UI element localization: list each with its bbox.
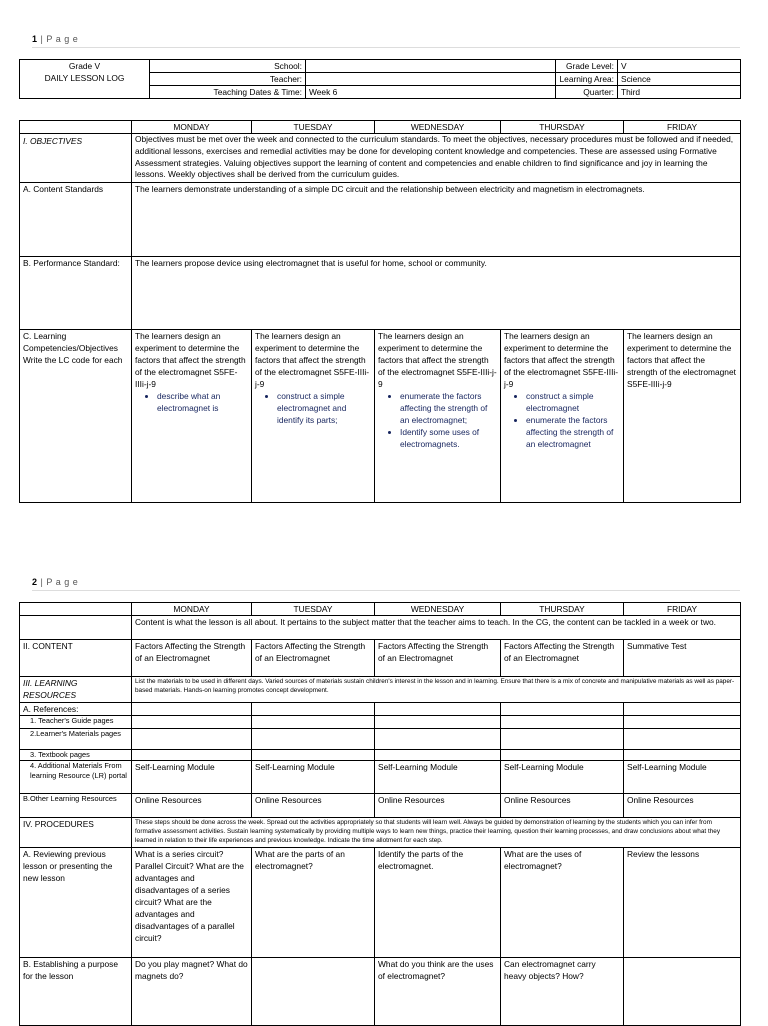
reviewing-wednesday: Identify the parts of the electromagnet.: [375, 848, 501, 958]
day-header-tuesday: TUESDAY: [252, 121, 375, 134]
page-number-label: 2 | P a g e: [32, 577, 79, 587]
establishing-purpose-label: B. Establishing a purpose for the lesson: [20, 958, 132, 1026]
quarter-label: Quarter:: [556, 86, 618, 99]
reviewing-monday: What is a series circuit? Parallel Circuit? What are the advantages and disadvantages of a series circuit? What are the advantages and disadvantages of a parallel circuit?: [132, 848, 252, 958]
procedures-label: IV. PROCEDURES: [20, 818, 132, 848]
other-resources-tuesday: Online Resources: [252, 794, 375, 818]
other-resources-friday: Online Resources: [624, 794, 741, 818]
grade-level-label: Grade Level:: [556, 60, 618, 73]
performance-standard-text: The learners propose device using electromagnet that is useful for home, school or community.: [132, 257, 741, 330]
day-header-blank: [20, 603, 132, 616]
learning-area-label: Learning Area:: [556, 73, 618, 86]
day-header-wednesday: WEDNESDAY: [375, 121, 501, 134]
textbook-pages-label: 3. Textbook pages: [20, 750, 132, 761]
competency-text: The learners design an experiment to determine the factors that affect the strength of the electromagnet S5FE-IIIi-j-9: [255, 331, 370, 389]
quarter-value[interactable]: Third: [618, 86, 741, 99]
day-header-monday: MONDAY: [132, 121, 252, 134]
teacher-label: Teacher:: [150, 73, 306, 86]
learning-resources-text: List the materials to be used in different days. Varied sources of materials sustain children's interest in the lesson and in learning. Ensure that there is a mix of concrete and manipulative materials as well as paper-based materials. Hands-on learning promotes concept development.: [132, 677, 741, 703]
day-header-tuesday: TUESDAY: [252, 603, 375, 616]
competency-wednesday: [375, 330, 501, 503]
page-word: P a g e: [46, 34, 79, 44]
reviewing-thursday: What are the uses of electromagnet?: [501, 848, 624, 958]
content-intro-text: Content is what the lesson is all about. It pertains to the subject matter that the teacher aims to teach. In the CG, the content can be tackled in a week or two.: [132, 616, 741, 640]
teaching-dates-label: Teaching Dates & Time:: [150, 86, 306, 99]
learning-resources-label: III. LEARNING RESOURCES: [20, 677, 132, 703]
competency-bullet: • Identify some uses of electromagnets.: [400, 426, 497, 450]
purpose-thursday: Can electromagnet carry heavy objects? How?: [501, 958, 624, 1026]
additional-materials-label: 4. Additional Materials From learning Resource (LR) portal: [20, 761, 132, 794]
teachers-guide-label: 1. Teacher's Guide pages: [20, 716, 132, 729]
reviewing-friday: Review the lessons: [624, 848, 741, 958]
content-wednesday: Factors Affecting the Strength of an Electromagnet: [375, 640, 501, 677]
additional-materials-friday: Self-Learning Module: [624, 761, 741, 794]
competencies-label: C. Learning Competencies/Objectives Write the LC code for each: [20, 330, 132, 503]
additional-materials-wednesday: Self-Learning Module: [375, 761, 501, 794]
content-table: [19, 602, 741, 1026]
day-header-wednesday: WEDNESDAY: [375, 603, 501, 616]
competency-bullet: • enumerate the factors affecting the strength of an electromagnet: [526, 414, 620, 450]
competency-bullet: • construct a simple electromagnet: [526, 390, 620, 414]
competency-monday: [132, 330, 252, 503]
reviewing-tuesday: What are the parts of an electromagnet?: [252, 848, 375, 958]
content-intro-blank: [20, 616, 132, 640]
page-number: 1: [32, 34, 38, 44]
additional-materials-monday: Self-Learning Module: [132, 761, 252, 794]
page-word: P a g e: [46, 577, 79, 587]
content-tuesday: Factors Affecting the Strength of an Electromagnet: [252, 640, 375, 677]
objectives-label: I. OBJECTIVES: [20, 134, 132, 183]
competency-thursday: [501, 330, 624, 503]
header-table: [19, 59, 741, 99]
other-resources-thursday: Online Resources: [501, 794, 624, 818]
content-label: II. CONTENT: [20, 640, 132, 677]
teacher-value[interactable]: [306, 73, 556, 86]
day-header-friday: FRIDAY: [624, 121, 741, 134]
competency-tuesday: [252, 330, 375, 503]
day-header-blank: [20, 121, 132, 134]
school-label: School:: [150, 60, 306, 73]
purpose-tuesday: [252, 958, 375, 1026]
competency-bullet: • construct a simple electromagnet and identify its parts;: [277, 390, 371, 426]
performance-standard-label: B. Performance Standard:: [20, 257, 132, 330]
school-value[interactable]: [306, 60, 556, 73]
day-header-friday: FRIDAY: [624, 603, 741, 616]
other-resources-wednesday: Online Resources: [375, 794, 501, 818]
competency-friday: [624, 330, 741, 503]
grade-label: Grade V: [68, 61, 101, 71]
competency-text: The learners design an experiment to determine the factors that affect the strength of the electromagnet S5FE-IIIi-j-9: [135, 331, 246, 389]
learning-area-value[interactable]: Science: [618, 73, 741, 86]
daily-lesson-log-title: DAILY LESSON LOG: [44, 73, 125, 83]
additional-materials-thursday: Self-Learning Module: [501, 761, 624, 794]
page-divider: [32, 47, 740, 48]
other-resources-label: B.Other Learning Resources: [20, 794, 132, 818]
competency-bullet: • describe what an electromagnet is: [157, 390, 248, 414]
purpose-monday: Do you play magnet? What do magnets do?: [132, 958, 252, 1026]
content-standards-text: The learners demonstrate understanding of a simple DC circuit and the relationship between electricity and magnetism in electromagnets.: [132, 183, 741, 257]
competency-text: The learners design an experiment to determine the factors that affect the strength of the electromagnet S5FE-IIIi-j-9: [504, 331, 619, 389]
content-monday: Factors Affecting the Strength of an Electromagnet: [132, 640, 252, 677]
page-number: 2: [32, 577, 38, 587]
competency-bullet: • enumerate the factors affecting the strength of an electromagnet;: [400, 390, 497, 426]
teaching-dates-value[interactable]: Week 6: [306, 86, 556, 99]
content-standards-label: A. Content Standards: [20, 183, 132, 257]
competency-text: The learners design an experiment to determine the factors that affect the strength of the electromagnet S5FE-IIIi-j-9: [378, 331, 497, 389]
day-header-monday: MONDAY: [132, 603, 252, 616]
other-resources-monday: Online Resources: [132, 794, 252, 818]
page-divider: [32, 590, 740, 591]
day-header-thursday: THURSDAY: [501, 603, 624, 616]
learners-materials-label: 2.Learner's Materials pages: [20, 729, 132, 750]
purpose-wednesday: What do you think are the uses of electromagnet?: [375, 958, 501, 1026]
grade-level-value[interactable]: V: [618, 60, 741, 73]
page-number-label: 1 | P a g e: [32, 34, 79, 44]
additional-materials-tuesday: Self-Learning Module: [252, 761, 375, 794]
procedures-text: These steps should be done across the week. Spread out the activities appropriately so that students will learn well. Always be guided by demonstration of learning by the students which you can infer from formative assessment activities. Sustain learning systematically by providing multiple ways to learn new things, practice their learning, question their learning processes, and draw conclusions about what they learned in relation to their life experiences and previous knowledge. Indicate the time allotment for each step.: [132, 818, 741, 848]
day-header-thursday: THURSDAY: [501, 121, 624, 134]
references-label: A. References:: [20, 703, 132, 716]
purpose-friday: [624, 958, 741, 1026]
objectives-text: Objectives must be met over the week and connected to the curriculum standards. To meet the objectives, necessary procedures must be followed and if needed, additional lessons, exercises and remedial activities may be done for developing content knowledge and competencies. These are assessed using Formative Assessment strategies. Valuing objectives support the learning of content and competencies and enable children to find significance and joy in learning the lessons. Weekly objectives shall be derived from the curriculum guides.: [132, 134, 741, 183]
reviewing-lesson-label: A. Reviewing previous lesson or presenting the new lesson: [20, 848, 132, 958]
content-friday: Summative Test: [624, 640, 741, 677]
grade-title-cell: [20, 60, 150, 99]
content-thursday: Factors Affecting the Strength of an Electromagnet: [501, 640, 624, 677]
competency-text: The learners design an experiment to determine the factors that affect the strength of the electromagnet S5FE-IIIi-j-9: [627, 331, 736, 389]
objectives-table: [19, 120, 741, 503]
